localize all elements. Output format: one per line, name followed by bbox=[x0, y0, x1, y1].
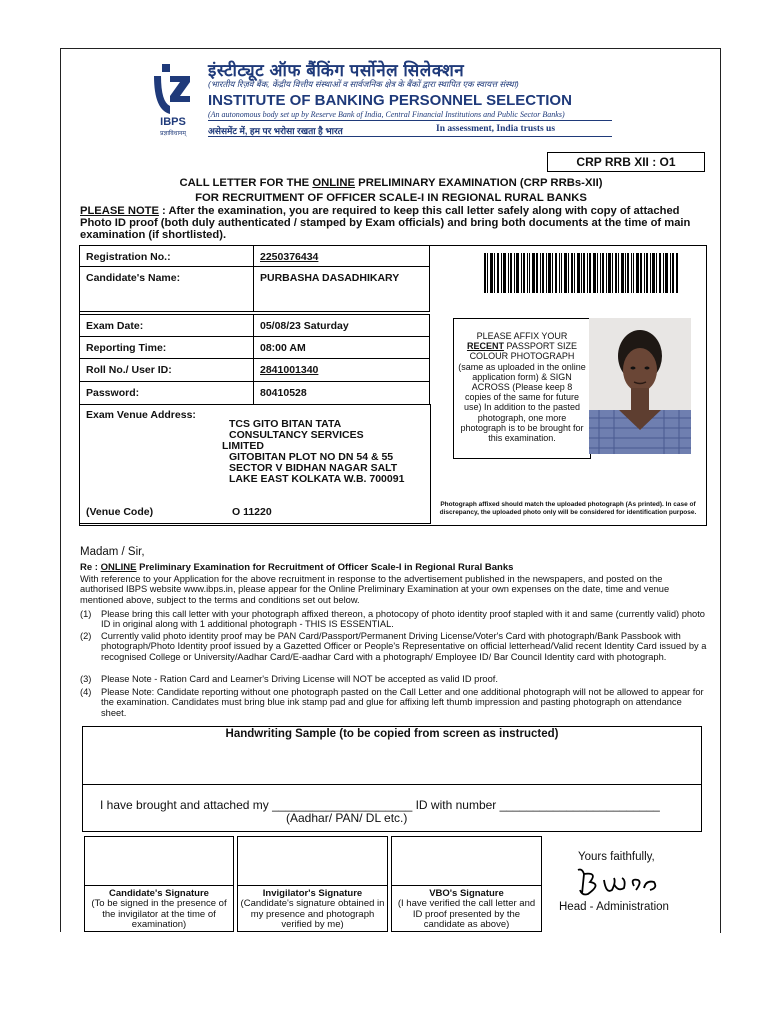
barcode bbox=[484, 253, 678, 293]
roll-no-label: Roll No./ User ID: bbox=[79, 358, 254, 382]
candidate-photo bbox=[589, 318, 691, 454]
signature-title: Candidate's Signature bbox=[109, 888, 209, 899]
registration-label: Registration No.: bbox=[79, 245, 254, 267]
signature-note: (To be signed in the presence of the invigilator at the time of examination) bbox=[91, 898, 227, 930]
header-rule bbox=[208, 120, 612, 121]
password-value: 80410528 bbox=[253, 381, 430, 405]
venue-code-label: (Venue Code) bbox=[86, 506, 154, 518]
handwriting-divider bbox=[82, 784, 702, 785]
venue-address: TCS GITO BITAN TATA CONSULTANCY SERVICES LIMITED GITOBITAN PLOT NO DN 54 & 55 SECTOR V BIDHAN NAGAR SALT LAKE EAST KOLKATA W.B. 700091 bbox=[222, 418, 405, 485]
candidate-name-value: PURBASHA DASADHIKARY bbox=[253, 266, 430, 312]
hindi-subtitle: (भारतीय रिज़र्व बैंक, केंद्रीय वित्तीय संस्थाओं व सार्वजनिक क्षेत्र के बैंकों द्वारा स्थापित एक स्वायत्त संस्था) bbox=[208, 79, 519, 89]
hindi-title: इंस्टीट्यूट ऑफ बैंकिंग पर्सोनेल सिलेक्शन bbox=[208, 61, 465, 80]
closing-designation: Head - Administration bbox=[559, 901, 669, 913]
exam-date-label: Exam Date: bbox=[79, 314, 254, 337]
signature-title: VBO's Signature bbox=[429, 888, 504, 899]
password-label: Password: bbox=[79, 381, 254, 405]
candidate-name-label: Candidate's Name: bbox=[79, 266, 254, 312]
ibps-logo bbox=[148, 62, 198, 138]
intro-paragraph: With reference to your Application for the above recruitment in response to the advertisement published in the newspapers, and posted on the authorised IBPS website www.ibps.in, please appear for the Online Preliminary Examination at your own expenses on the date, time and venue mentioned above, subject to the terms and conditions set out below. bbox=[80, 574, 670, 605]
id-declaration-line: I have brought and attached my _____________________ ID with number ________________________ bbox=[100, 798, 660, 812]
logo-sub: प्रज्ञाविधानम् bbox=[160, 130, 186, 137]
english-title: INSTITUTE OF BANKING PERSONNEL SELECTION bbox=[208, 92, 572, 109]
signature-note: (I have verified the call letter and ID proof presented by the candidate as above) bbox=[397, 898, 536, 930]
reporting-time-value: 08:00 AM bbox=[253, 336, 430, 359]
reference-line: Re : ONLINE Preliminary Examination for Recruitment of Officer Scale-I in Regional Rural Banks bbox=[80, 562, 514, 573]
crp-code-box: CRP RRB XII : O1 bbox=[547, 152, 705, 172]
tagline-hindi: असेसमेंट में, हम पर भरोसा रखता है भारत bbox=[208, 126, 343, 136]
registration-value: 2250376434 bbox=[253, 245, 430, 267]
official-signature bbox=[574, 866, 666, 898]
tagline-english: In assessment, India trusts us bbox=[436, 124, 556, 134]
english-subtitle: (An autonomous body set up by Reserve Bank of India, Central Financial Institutions and Public Sector Banks) bbox=[208, 110, 565, 119]
please-note: PLEASE NOTE : After the examination, you are required to keep this call letter safely along with copy of attached Photo ID proof (both duly authenticated / stamped by Exam officials) and bring both documents at the time of main examination (if shortlisted). bbox=[80, 205, 691, 241]
exam-date-value: 05/08/23 Saturday bbox=[253, 314, 430, 337]
salutation: Madam / Sir, bbox=[80, 546, 145, 558]
signature-title: Invigilator's Signature bbox=[262, 888, 363, 899]
reporting-time-label: Reporting Time: bbox=[79, 336, 254, 359]
invigilator-signature-box bbox=[237, 836, 388, 932]
photo-note: Photograph affixed should match the uploaded photograph (As printed). In case of discrepancy, the uploaded photo only will be considered for identification purpose. bbox=[439, 501, 697, 516]
handwriting-title: Handwriting Sample (to be copied from screen as instructed) bbox=[225, 728, 559, 740]
signature-note: (Candidate's signature obtained in my presence and photograph verified by me) bbox=[240, 898, 385, 930]
id-type-hint: (Aadhar/ PAN/ DL etc.) bbox=[286, 811, 408, 825]
call-letter-title: CALL LETTER FOR THE ONLINE PRELIMINARY EXAMINATION (CRP RRBs-XII) bbox=[179, 177, 603, 189]
call-letter-subtitle: FOR RECRUITMENT OF OFFICER SCALE-I IN REGIONAL RURAL BANKS bbox=[195, 192, 587, 204]
venue-label: Exam Venue Address: bbox=[86, 409, 196, 421]
logo-text: IBPS bbox=[160, 116, 186, 128]
venue-code-value: O 11220 bbox=[232, 506, 272, 518]
closing-yours: Yours faithfully, bbox=[578, 851, 655, 863]
page-left-border bbox=[60, 48, 61, 932]
roll-no-value: 2841001340 bbox=[253, 358, 430, 382]
candidate-signature-box bbox=[84, 836, 234, 932]
vbo-signature-box bbox=[391, 836, 542, 932]
photo-instructions: PLEASE AFFIX YOUR RECENT PASSPORT SIZE COLOUR PHOTOGRAPH (same as uploaded in the online application form) & SIGN ACROSS (Please keep 8 copies of the same for future use) In addition to the pasted photograph, one more photograph is to be brought for this examination. bbox=[458, 331, 586, 444]
